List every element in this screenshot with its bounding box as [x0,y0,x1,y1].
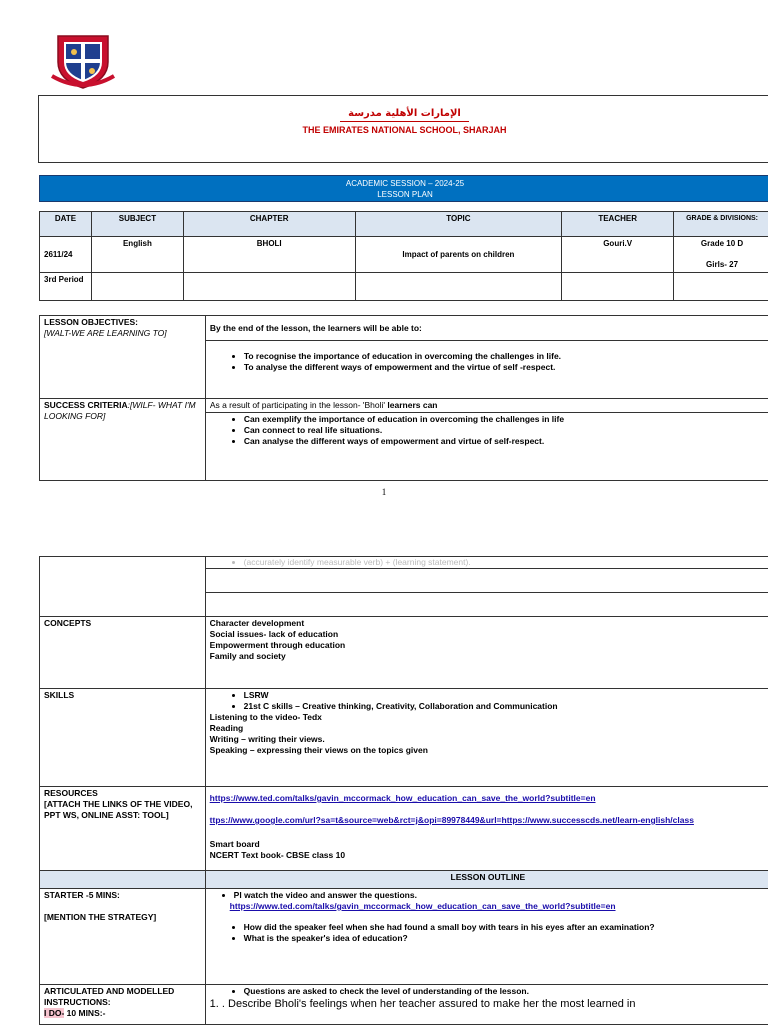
header-chapter: CHAPTER [183,212,355,237]
articulated-label-cell [40,985,206,1025]
hint-row [40,557,768,569]
lesson-outline-table [39,556,768,1025]
skills-row [40,689,768,787]
skills-label: SKILLS [40,689,206,787]
teacher-value: Gouri.V [562,237,674,273]
skill-line: Speaking – expressing their views on the topics given [210,745,766,756]
success-intro-cell [205,399,768,413]
list-item: • To analyse the different ways of empowerment and the virtue of self -respect. [244,362,766,373]
header-topic: TOPIC [355,212,562,237]
header-teacher: TEACHER [562,212,674,237]
starter-strategy: [MENTION THE STRATEGY] [44,912,201,923]
articulated-label: ARTICULATED AND MODELLED INSTRUCTIONS: [44,986,201,1008]
skills-cell [205,689,768,787]
concept-line: Family and society [210,651,766,662]
objectives-label: LESSON OBJECTIVES: [44,317,201,328]
info-values-row [40,237,768,273]
concept-line: Empowerment through education [210,640,766,651]
objectives-list-cell [205,341,768,399]
list-item: • LSRW [244,690,766,701]
ted-video-link[interactable]: https://www.ted.com/talks/gavin_mccormack_how_education_can_save_the_world?subtitle=en [210,793,596,803]
success-label-cell [40,399,206,481]
objectives-table [39,315,768,481]
resources-sublabel: [ATTACH THE LINKS OF THE VIDEO, PPT WS, ONLINE ASST: TOOL] [44,799,201,821]
list-item: • How did the speaker feel when she had found a small boy with tears in his eyes after an examination? [244,922,766,933]
list-item: • Can analyse the different ways of empowerment and virtue of self-respect. [244,436,766,447]
page-number: 1 [0,487,768,497]
empty-cell [40,557,206,617]
resources-cell [205,787,768,871]
info-header-row [40,212,768,237]
starter-list [210,890,766,901]
success-label: SUCCESS CRITERIA [44,400,128,410]
concepts-label: CONCEPTS [40,617,206,689]
grey-hint: • (accurately identify measurable verb) + (learning statement). [244,558,766,567]
date-value: 2611/24 [40,237,92,273]
resource-line: NCERT Text book- CBSE class 10 [210,850,766,861]
skills-list [210,690,766,712]
list-item: • What is the speaker's idea of education? [244,933,766,944]
success-row [40,399,768,413]
lesson-plan-title: LESSON PLAN [40,189,768,200]
topic-value: Impact of parents on children [355,237,562,273]
outline-title-row [40,871,768,889]
list-item: • Can exemplify the importance of education in overcoming the challenges in life [244,414,766,425]
empty-cell [562,273,674,301]
empty-cell [205,593,768,617]
session-title: ACADEMIC SESSION – 2024-25 [40,178,768,189]
ido-label: I DO- [44,1008,64,1018]
header-subject: SUBJECT [91,212,183,237]
school-name-english: THE EMIRATES NATIONAL SCHOOL, SHARJAH [39,125,768,135]
success-intro: As a result of participating in the lesson- 'Bholi' [210,400,385,410]
starter-label-cell [40,889,206,985]
resources-row [40,787,768,871]
session-banner [39,175,768,202]
outline-title: LESSON OUTLINE [205,871,768,889]
articulated-list [210,986,766,997]
lesson-info-table [39,211,768,301]
school-crest-logo [50,32,116,90]
school-name-arabic: الإمارات الأهلية مدرسة [39,108,768,119]
header-date: DATE [40,212,92,237]
starter-label: STARTER -5 MINS: [44,890,201,901]
resource-line: Smart board [210,839,766,850]
objectives-intro: By the end of the lesson, the learners will be able to: [205,316,768,341]
objectives-sublabel: [WALT-WE ARE LEARNING TO] [44,328,201,339]
success-intro-bold: learners can [385,400,437,410]
girls-count: Girls- 27 [678,259,766,270]
hint-list [210,558,766,567]
starter-video-link[interactable]: https://www.ted.com/talks/gavin_mccormack_how_education_can_save_the_world?subtitle=en [230,901,616,911]
objectives-label-cell [40,316,206,399]
empty-cell [205,569,768,593]
skill-line: Reading [210,723,766,734]
objectives-row [40,316,768,341]
list-item: • 21st C skills – Creative thinking, Creativity, Collaboration and Communication [244,701,766,712]
starter-row [40,889,768,985]
resources-label-cell [40,787,206,871]
list-item: • To recognise the importance of education in overcoming the challenges in life. [244,351,766,362]
articulated-row [40,985,768,1025]
starter-cell [205,889,768,985]
articulated-cell [205,985,768,1025]
starter-questions [210,922,766,944]
empty-cell [40,871,206,889]
subject-value: English [91,237,183,273]
grade-cell [674,237,768,273]
list-item: • Questions are asked to check the level of understanding of the lesson. [244,986,766,997]
concepts-row [40,617,768,689]
chapter-value: BHOLI [183,237,355,273]
list-item: • Can connect to real life situations. [244,425,766,436]
concepts-cell [205,617,768,689]
list-item: • Pl watch the video and answer the questions. [234,890,766,901]
success-list-cell [205,413,768,481]
resources-label: RESOURCES [44,788,201,799]
skill-line: Listening to the video- Tedx [210,712,766,723]
success-sublabel: :[WILF- WHAT I'M LOOKING FOR] [44,400,196,421]
school-header-box [38,95,768,163]
header-grade: GRADE & DIVISIONS: [674,212,768,237]
concept-line: Social issues- lack of education [210,629,766,640]
skill-line: Writing – writing their views. [210,734,766,745]
empty-cell [91,273,183,301]
empty-cell [674,273,768,301]
empty-cell [183,273,355,301]
ido-duration: 10 MINS:- [64,1008,105,1018]
empty-cell [355,273,562,301]
concept-line: Character development [210,618,766,629]
success-list [210,414,766,447]
info-period-row [40,273,768,301]
successcds-link[interactable]: ttps://www.google.com/url?sa=t&source=web&rct=j&opi=89978449&url=https://www.successcds.net/learn-english/class [210,815,694,825]
period-value: 3rd Period [40,273,92,301]
objectives-list [210,351,766,373]
articulated-question: 1. . Describe Bholi's feelings when her teacher assured to make her the most learned in [210,997,766,1011]
hint-cell [205,557,768,569]
grade-value: Grade 10 D [678,238,766,249]
